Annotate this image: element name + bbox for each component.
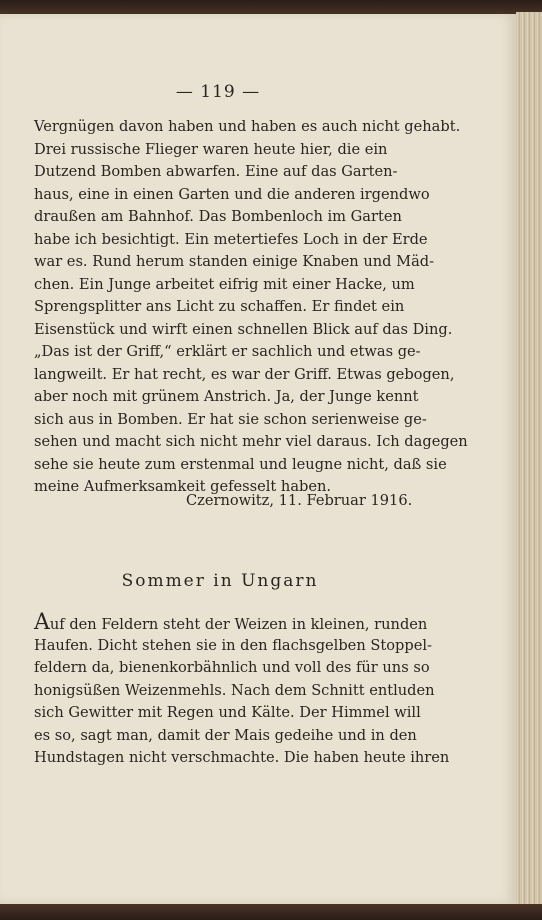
text-line: draußen am Bahnhof. Das Bombenloch im Garten <box>34 208 402 225</box>
text-line: habe ich besichtigt. Ein metertiefes Loch in der Erde <box>34 230 428 248</box>
text-line: sehe sie heute zum erstenmal und leugne nicht, daß sie <box>34 455 447 473</box>
text-line: sich Gewitter mit Regen und Kälte. Der Himmel will <box>34 704 421 721</box>
paragraph-bombs <box>34 116 468 499</box>
text-line: sich aus in Bomben. Er hat sie schon serienweise ge- <box>34 410 427 428</box>
section-title: Sommer in Ungarn <box>121 571 319 591</box>
text-line: Hundstagen nicht verschmachte. Die haben heute ihren <box>34 749 450 766</box>
text-line: aber noch mit grünem Anstrich. Ja, der Junge kennt <box>34 388 419 405</box>
first-line-rest: uf den Feldern steht der Weizen in kleinen, runden <box>49 616 428 633</box>
text-line: es so, sagt man, damit der Mais gedeihe und in den <box>34 726 417 744</box>
paragraph-summer <box>34 610 450 770</box>
text-line: Vergnügen davon haben und haben es auch nicht gehabt. <box>34 118 461 135</box>
text-line: Drei russische Flieger waren heute hier, die ein <box>34 140 388 158</box>
text-line: feldern da, bienenkorbähnlich und voll des für uns so <box>34 659 430 676</box>
text-line-first <box>34 610 428 635</box>
text-line: haus, eine in einen Garten und die anderen irgendwo <box>34 185 430 203</box>
initial-letter: A <box>34 610 50 635</box>
text-line: chen. Ein Junge arbeitet eifrig mit einer Hacke, um <box>34 275 415 293</box>
page-number: — 119 — <box>175 82 261 102</box>
page-edges <box>516 12 542 906</box>
text-line: Haufen. Dicht stehen sie in den flachsgelben Stoppel- <box>34 636 432 654</box>
text-line: honigsüßen Weizenmehls. Nach dem Schnitt entluden <box>34 681 435 699</box>
text-line: Sprengsplitter ans Licht zu schaffen. Er findet ein <box>34 298 405 315</box>
text-line: „Das ist der Griff,“ erklärt er sachlich und etwas ge- <box>34 343 421 360</box>
text-line: langweilt. Er hat recht, es war der Griff. Etwas gebogen, <box>34 365 455 383</box>
dateline: Czernowitz, 11. Februar 1916. <box>186 492 413 509</box>
text-line: Eisenstück und wirft einen schnellen Blick auf das Ding. <box>34 320 453 338</box>
text-line: war es. Rund herum standen einige Knaben und Mäd- <box>34 253 435 270</box>
text-line: Dutzend Bomben abwarfen. Eine auf das Garten- <box>34 163 398 180</box>
text-line: meine Aufmerksamkeit gefesselt haben. <box>34 478 332 495</box>
text-line: sehen und macht sich nicht mehr viel daraus. Ich dagegen <box>34 433 468 450</box>
book-bottom-edge <box>0 904 542 920</box>
